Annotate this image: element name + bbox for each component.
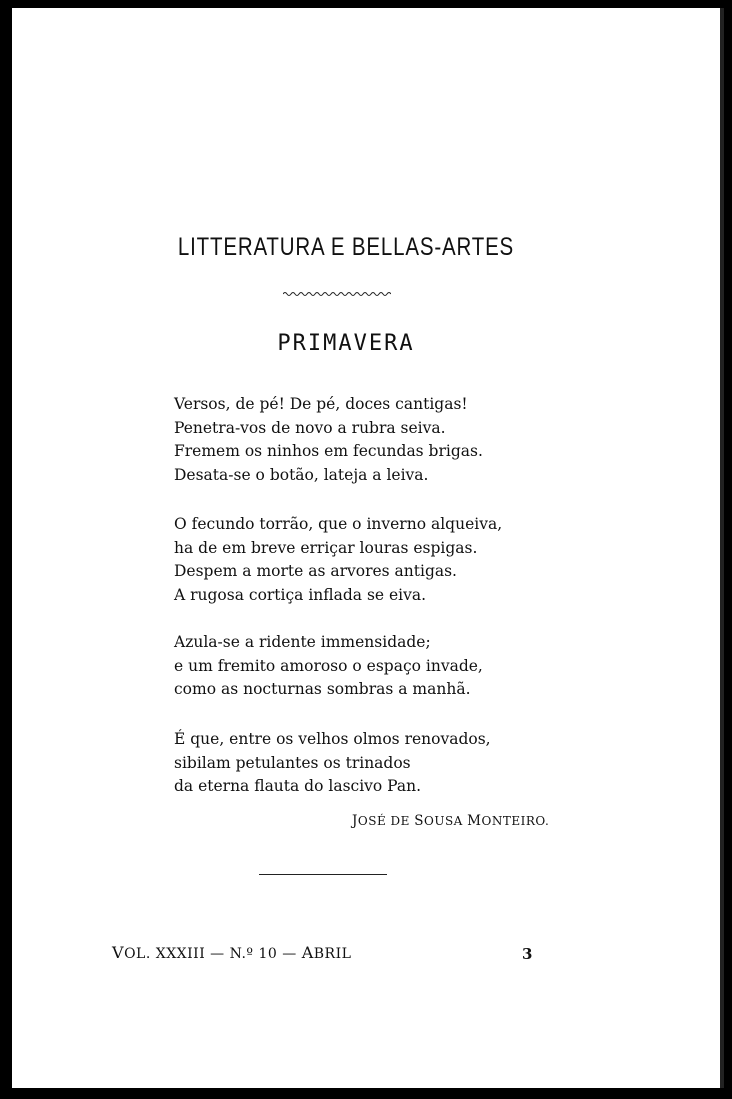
poem-line: Desata-se o botão, lateja a leiva. bbox=[174, 465, 429, 484]
page-number: 3 bbox=[522, 945, 533, 963]
poem-line: Azula-se a ridente immensidade; bbox=[174, 633, 431, 651]
poem-line: É que, entre os velhos olmos renovados, bbox=[174, 730, 491, 748]
author-signature: JOSÉ DE SOUSA MONTEIRO. bbox=[352, 813, 550, 829]
poem-title: PRIMAVERA bbox=[277, 331, 415, 356]
stanza-3 bbox=[174, 631, 483, 702]
stanza-4 bbox=[174, 728, 491, 799]
stanza-2 bbox=[174, 513, 502, 607]
wavy-ornament bbox=[283, 291, 391, 297]
poem-line: como as nocturnas sombras a manhã. bbox=[174, 680, 471, 698]
stanza-1 bbox=[174, 393, 483, 487]
poem-line: Penetra-vos de novo a rubra seiva. bbox=[174, 418, 446, 437]
poem-line: sibilam petulantes os trinados bbox=[174, 753, 411, 772]
poem-line: e um fremito amoroso o espaço invade, bbox=[174, 656, 483, 675]
poem-line: Despem a morte as arvores antigas. bbox=[174, 562, 457, 580]
poem-line: O fecundo torrão, que o inverno alqueiva, bbox=[174, 515, 503, 533]
poem-line: Fremem os ninhos em fecundas brigas. bbox=[174, 442, 483, 460]
section-title: LITTERATURA E BELLAS-ARTES bbox=[177, 233, 515, 261]
volume-info: VOL. XXXIII — N.º 10 — ABRIL bbox=[112, 943, 352, 962]
poem-line: ha de em breve erriçar louras espigas. bbox=[174, 538, 478, 557]
poem-line: da eterna flauta do lascivo Pan. bbox=[174, 777, 422, 795]
closing-rule bbox=[259, 874, 387, 875]
document-page bbox=[12, 8, 724, 1088]
poem-line: Versos, de pé! De pé, doces cantigas! bbox=[174, 395, 468, 413]
poem-line: A rugosa cortiça inflada se eiva. bbox=[174, 585, 427, 604]
